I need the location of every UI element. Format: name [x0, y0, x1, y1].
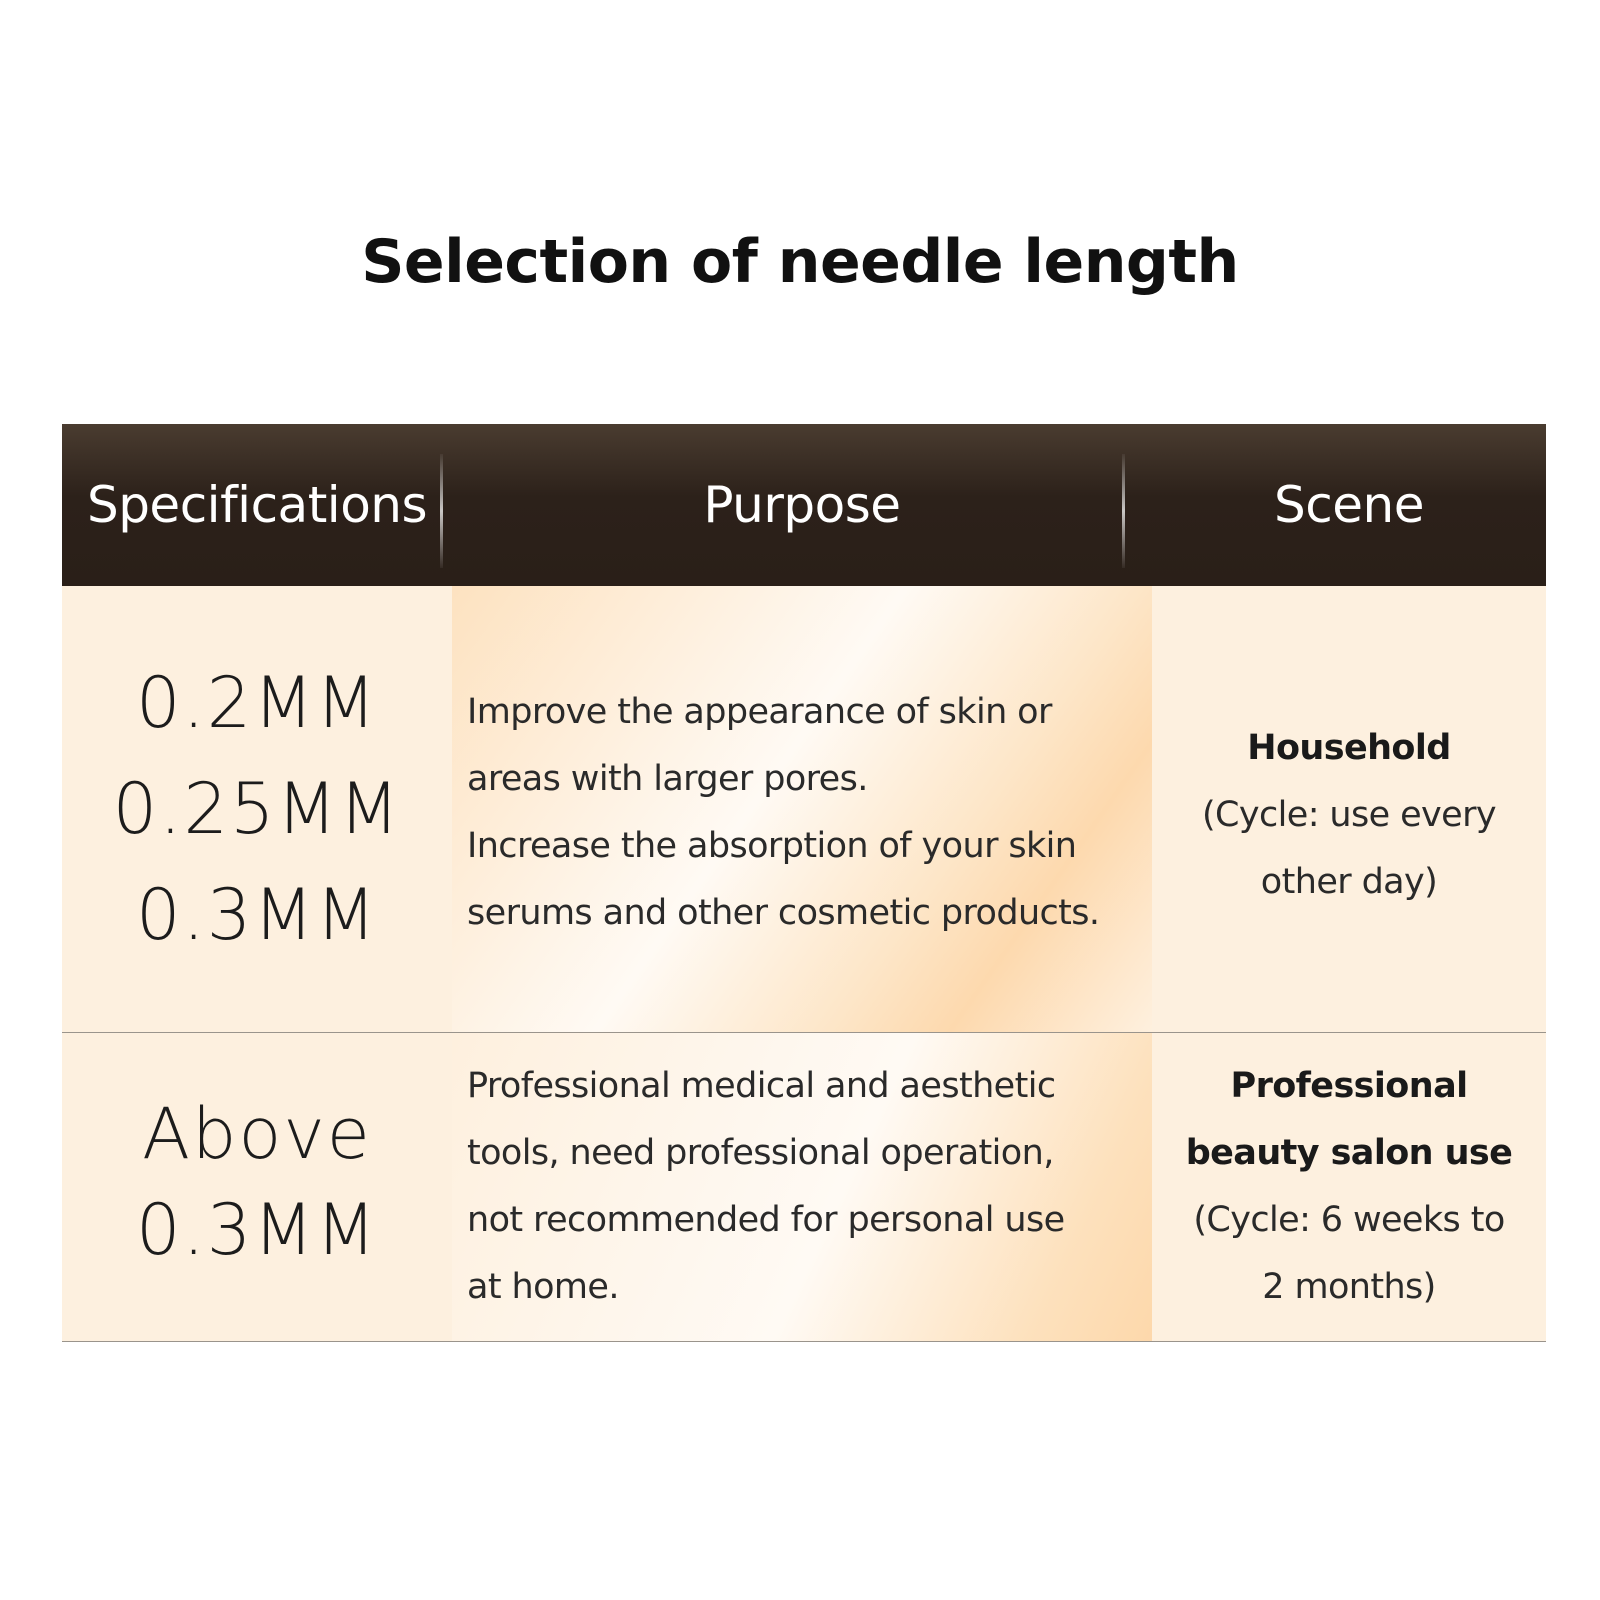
- specifications-cell: [62, 1033, 452, 1341]
- header-scene: Scene: [1274, 476, 1424, 534]
- spec-value: Above: [142, 1093, 372, 1175]
- scene-detail: (Cycle: 6 weeks to: [1193, 1200, 1505, 1240]
- scene-title: Household: [1247, 727, 1451, 768]
- purpose-text: areas with larger pores.: [467, 759, 868, 799]
- scene-detail: (Cycle: use every: [1202, 794, 1496, 835]
- purpose-text: at home.: [467, 1267, 619, 1307]
- table-header-row: [62, 424, 1546, 586]
- header-divider: [440, 454, 443, 568]
- table-row: [62, 586, 1546, 1033]
- header-divider: [1122, 454, 1125, 568]
- scene-detail: other day): [1260, 861, 1438, 902]
- purpose-text: tools, need professional operation,: [467, 1133, 1054, 1173]
- spec-value: 0.2MM: [135, 662, 379, 744]
- page-title: Selection of needle length: [361, 227, 1239, 297]
- purpose-text: Professional medical and aesthetic: [467, 1066, 1056, 1106]
- spec-value: 0.3MM: [135, 1189, 379, 1271]
- purpose-text: not recommended for personal use: [467, 1200, 1065, 1240]
- header-purpose: Purpose: [703, 476, 901, 534]
- header-specifications: Specifications: [86, 476, 428, 534]
- purpose-text: Increase the absorption of your skin: [467, 826, 1077, 866]
- scene-title: Professional: [1230, 1066, 1468, 1106]
- needle-length-table: [62, 424, 1546, 1342]
- scene-detail: 2 months): [1262, 1267, 1436, 1307]
- purpose-cell: [452, 1033, 1152, 1341]
- scene-title: beauty salon use: [1185, 1133, 1513, 1173]
- spec-value: 0.25MM: [112, 768, 402, 850]
- purpose-text: serums and other cosmetic products.: [467, 893, 1100, 933]
- table-row: [62, 1033, 1546, 1342]
- scene-cell: [1152, 586, 1546, 1032]
- spec-value: 0.3MM: [135, 874, 379, 956]
- specifications-cell: [62, 586, 452, 1032]
- purpose-text: Improve the appearance of skin or: [467, 692, 1052, 732]
- purpose-cell: [452, 586, 1152, 1032]
- scene-cell: [1152, 1033, 1546, 1341]
